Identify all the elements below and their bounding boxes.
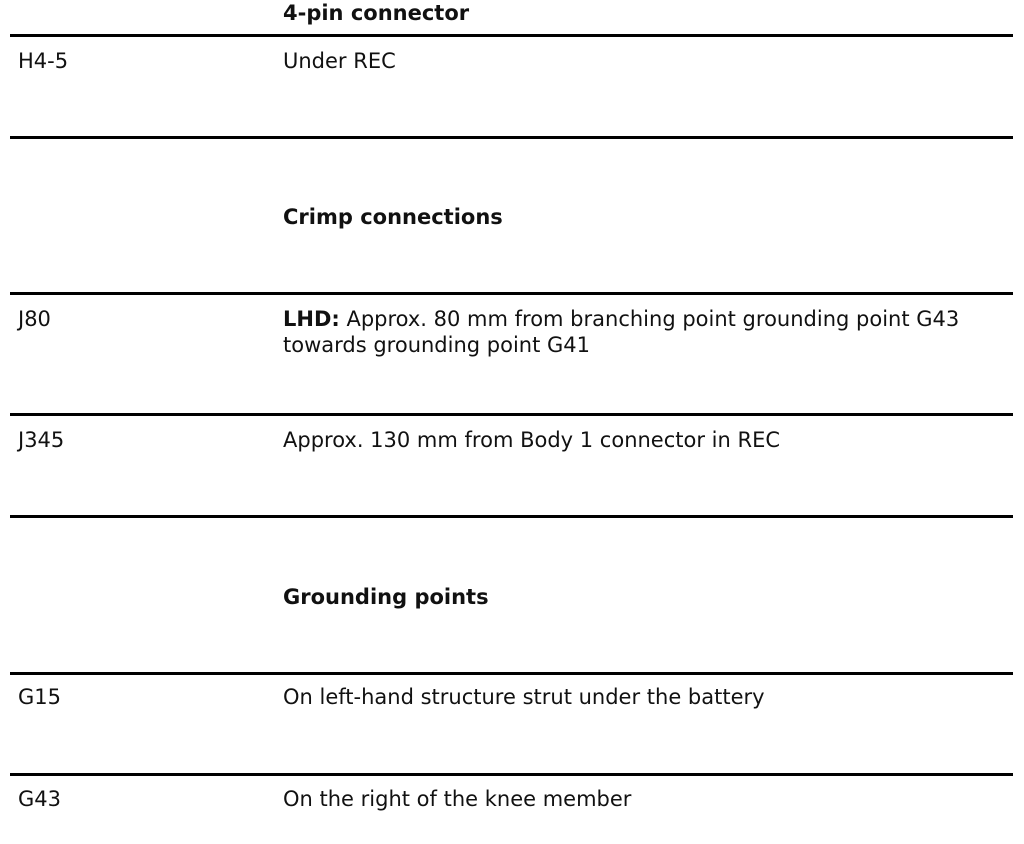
- component-code: J80: [18, 307, 51, 331]
- component-description: On the right of the knee member: [283, 787, 632, 811]
- section-heading-grounding-points: Grounding points: [283, 585, 489, 609]
- component-description: Approx. 130 mm from Body 1 connector in REC: [283, 428, 781, 452]
- description-text: Approx. 80 mm from branching point grounding point G43 towards grounding point G41: [283, 307, 960, 357]
- row-divider: [10, 413, 1013, 416]
- row-divider: [10, 515, 1013, 518]
- component-description: On left-hand structure strut under the battery: [283, 685, 765, 709]
- component-code: G43: [18, 787, 61, 811]
- row-divider: [10, 136, 1013, 139]
- component-code: G15: [18, 685, 61, 709]
- component-code: J345: [18, 428, 65, 452]
- component-code: H4-5: [18, 49, 69, 73]
- component-description: [283, 306, 1013, 358]
- row-divider: [10, 672, 1013, 675]
- section-heading-crimp-connections: Crimp connections: [283, 205, 503, 229]
- row-divider: [10, 34, 1013, 37]
- row-divider: [10, 292, 1013, 295]
- lhd-prefix: LHD:: [283, 307, 340, 331]
- row-divider: [10, 773, 1013, 776]
- section-heading-4-pin-connector: 4-pin connector: [283, 1, 470, 25]
- component-description: Under REC: [283, 49, 396, 73]
